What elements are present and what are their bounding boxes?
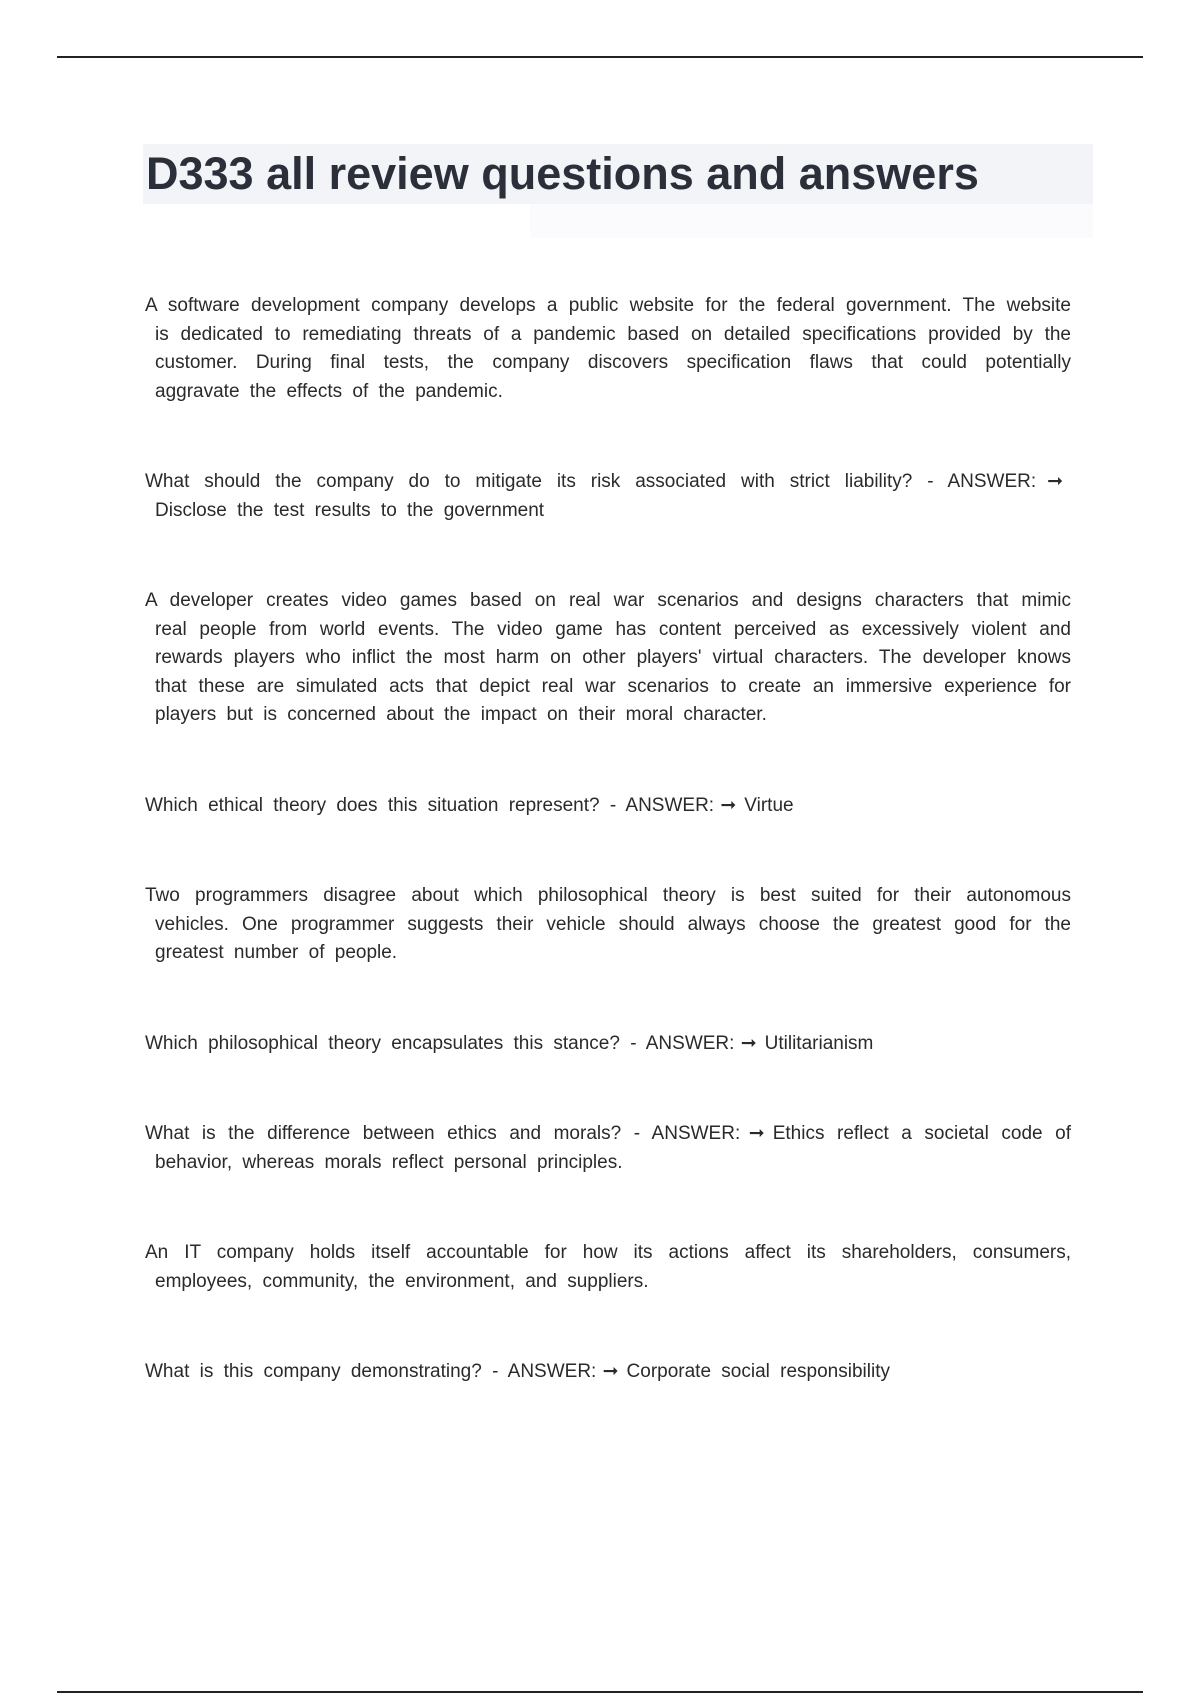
document-body [145, 292, 1071, 1387]
answer-text: Virtue [744, 794, 794, 816]
answer-text: Ethics reflect a societal code of behavior, whereas morals reflect personal principles. [155, 1123, 1071, 1173]
question-text: What is this company demonstrating? - ANSWER: [145, 1361, 597, 1382]
scenario-text: An IT company holds itself accountable for how its actions affect its shareholders, consumers, employees, community, the environment, and suppliers. [145, 1242, 1071, 1292]
answer-text: Disclose the test results to the government [155, 499, 545, 521]
title-highlight-tail [530, 204, 1093, 238]
answer-text: Utilitarianism [764, 1032, 874, 1054]
arrow-right-icon: ➞ [740, 1032, 757, 1054]
arrow-right-icon: ➞ [748, 1123, 765, 1144]
scenario-text: A software development company develops a public website for the federal government. The website is dedicated to remediating threats of a pandemic based on detailed specifications provided by the customer. During final tests, the company discovers specification flaws that could potentially aggravate the effects of the pandemic. [145, 295, 1071, 402]
question-answer [145, 1120, 1071, 1177]
arrow-right-icon: ➞ [720, 794, 737, 816]
question-text: What is the difference between ethics and morals? - ANSWER: [145, 1123, 741, 1144]
question-answer [145, 1358, 1071, 1387]
question-text: Which philosophical theory encapsulates this stance? - ANSWER: [145, 1032, 735, 1054]
question-answer [145, 1030, 1071, 1059]
answer-text: Corporate social responsibility [626, 1361, 890, 1382]
bottom-rule [57, 1691, 1143, 1693]
document-title: D333 all review questions and answers [146, 148, 979, 199]
arrow-right-icon: ➞ [602, 1361, 619, 1382]
scenario-text: A developer creates video games based on real war scenarios and designs characters that mimic real people from world events. The video game has content perceived as excessively violent and rewards players who inflict the most harm on other players' virtual characters. The developer knows that these are simulated acts that depict real war scenarios to create an immersive experience for players but is concerned about the impact on their moral character. [145, 590, 1071, 725]
question-text: Which ethical theory does this situation represent? - ANSWER: [145, 794, 715, 816]
question-answer [145, 468, 1071, 525]
top-rule [57, 56, 1143, 58]
question-answer [145, 792, 1071, 821]
question-text: What should the company do to mitigate its risk associated with strict liability? - ANSWER: [145, 471, 1037, 492]
scenario-text: Two programmers disagree about which philosophical theory is best suited for their autonomous vehicles. One programmer suggests their vehicle should always choose the greatest good for the greatest number of people. [145, 885, 1071, 963]
arrow-right-icon: ➞ [1047, 471, 1063, 492]
